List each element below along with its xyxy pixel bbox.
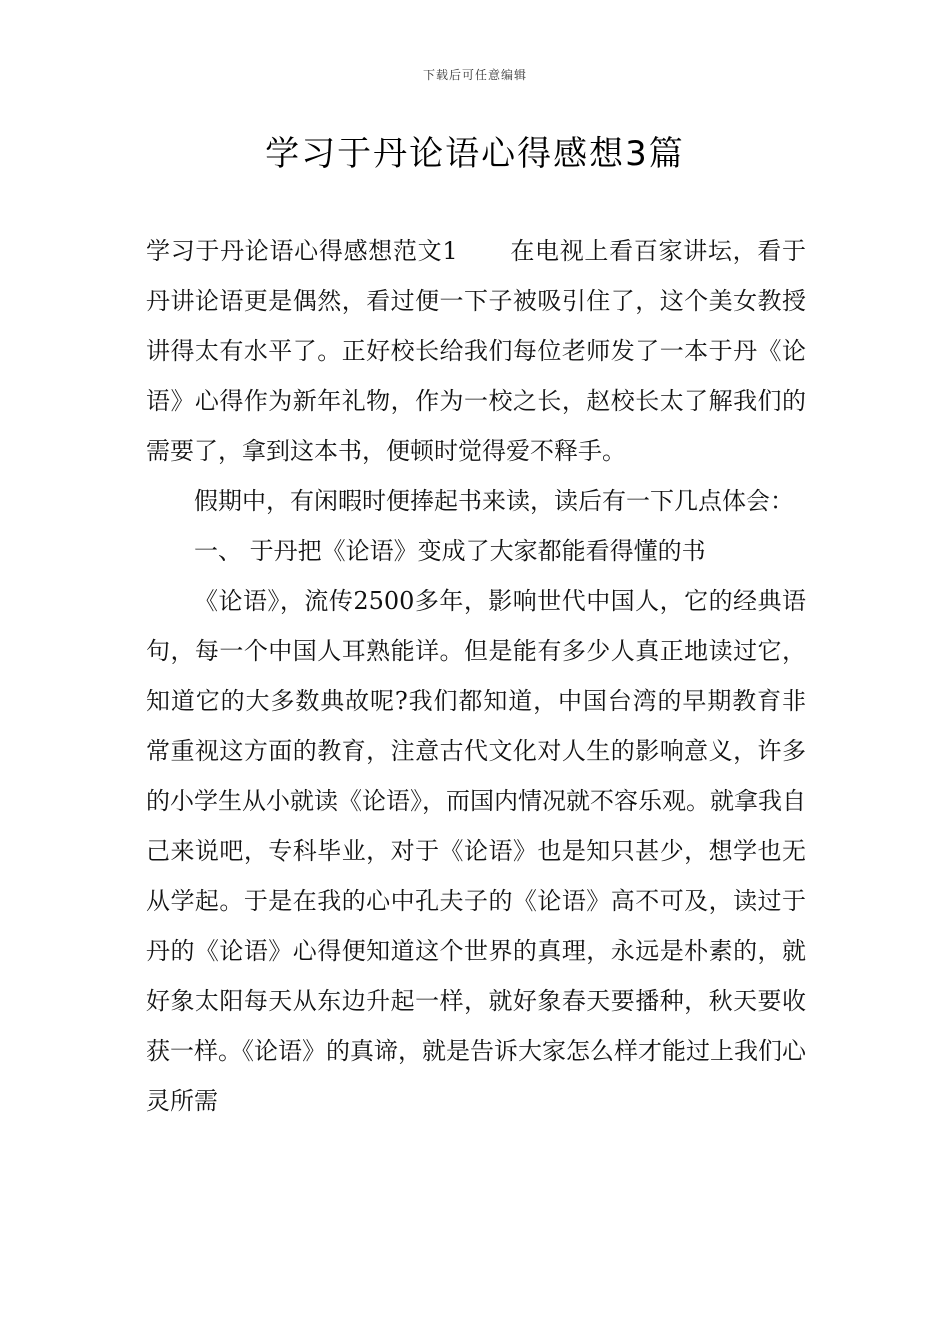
page-header-note: 下载后可任意编辑 <box>422 68 527 82</box>
paragraph-text: 在电视上看百家讲坛，看于丹讲论语更是偶然，看过便一下子被吸引住了，这个美女教授讲得太有水平了。正好校长给我们每位老师发了一本于丹《论语》心得作为新年礼物，作为一校之长，赵校长太了解我们的需要了，拿到这本书，便顿时觉得爱不释手。 <box>146 237 806 465</box>
paragraph: 《论语》，流传2500多年，影响世代中国人，它的经典语句，每一个中国人耳熟能详。但是能有多少人真正地读过它，知道它的大多数典故呢?我们都知道，中国台湾的早期教育非常重视这方面的教育，注意古代文化对人生的影响意义，许多的小学生从小就读《论语》，而国内情况就不容乐观。就拿我自己来说吧，专科毕业，对于《论语》也是知只甚少，想学也无从学起。于是在我的心中孔夫子的《论语》高不可及，读过于丹的《论语》心得便知道这个世界的真理，永远是朴素的，就好象太阳每天从东边升起一样，就好象春天要播种，秋天要收获一样。《论语》的真谛，就是告诉大家怎么样才能过上我们心灵所需 <box>146 587 806 1115</box>
intro-label: 学习于丹论语心得感想范文1 <box>146 237 458 265</box>
section-heading: 一、 于丹把《论语》变成了大家都能看得懂的书 <box>194 537 706 565</box>
document-title: 学习于丹论语心得感想3篇 <box>265 134 685 174</box>
paragraph: 假期中，有闲暇时便捧起书来读，读后有一下几点体会： <box>194 487 794 515</box>
paragraph-intro <box>146 226 806 476</box>
document-body <box>146 226 806 1126</box>
